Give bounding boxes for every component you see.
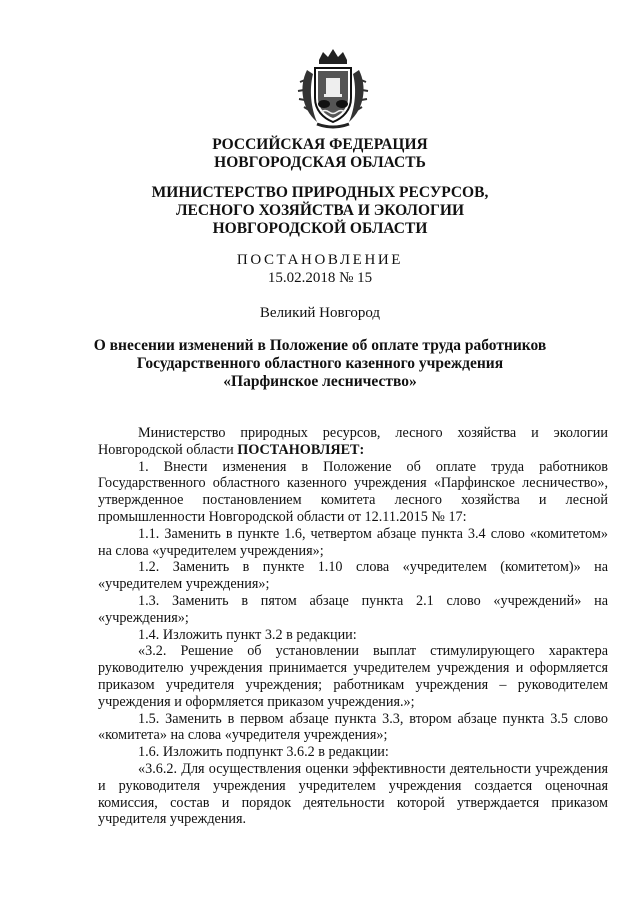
intro-paragraph [98, 425, 608, 459]
paragraph-1-2: 1.2. Заменить в пункте 1.10 слова «учредителем (комитетом)» на «учредителем учреждения»; [98, 559, 608, 593]
paragraph-3-6-2: «3.6.2. Для осуществления оценки эффективности деятельности учреждения и руководителя учреждения учредителем учреждения создается оценочная комиссия, состав и порядок деятельности которой утверждается приказом учредителя учреждения. [98, 760, 608, 828]
paragraph-1-1: 1.1. Заменить в пункте 1.6, четвертом абзаце пункта 3.4 слово «комитетом» на слова «учредителем учреждения»; [98, 525, 608, 559]
paragraph-1: 1. Внести изменения в Положение об оплате труда работников Государственного областного казенного учреждения «Парфинское лесничество», утвержденное постановлением комитета лесного хозяйства и лесной промышленности Новгородской области от 12.11.2015 № 17: [98, 458, 608, 525]
intro-resolves: ПОСТАНОВЛЯЕТ: [237, 441, 365, 458]
title-line-1: О внесении изменений в Положение об оплате труда работников [93, 337, 547, 354]
title-line-3: «Парфинское лесничество» [223, 373, 417, 390]
paragraph-1-6: 1.6. Изложить подпункт 3.6.2 в редакции: [138, 744, 389, 761]
document-date-number: 15.02.2018 № 15 [267, 270, 373, 286]
header-federation: РОССИЙСКАЯ ФЕДЕРАЦИЯ [212, 136, 428, 153]
paragraph-1-5: 1.5. Заменить в первом абзаце пункта 3.3, втором абзаце пункта 3.5 слово «комитета» на слова «учредителя учреждения»; [98, 710, 608, 744]
paragraph-1-3: 1.3. Заменить в пятом абзаце пункта 2.1 слово «учреждений» на «учреждения»; [98, 592, 608, 626]
ministry-line-2: ЛЕСНОГО ХОЗЯЙСТВА И ЭКОЛОГИИ [175, 202, 465, 219]
document-type: ПОСТАНОВЛЕНИЕ [236, 252, 404, 268]
ministry-line-3: НОВГОРОДСКОЙ ОБЛАСТИ [212, 220, 428, 237]
title-line-2: Государственного областного казенного учреждения [136, 355, 504, 372]
intro-text: Министерство природных ресурсов, лесного хозяйства и экологии Новгородской области [98, 425, 608, 458]
header-region: НОВГОРОДСКАЯ ОБЛАСТЬ [214, 154, 426, 171]
coat-of-arms-emblem [297, 46, 369, 130]
ministry-line-1: МИНИСТЕРСТВО ПРИРОДНЫХ РЕСУРСОВ, [151, 184, 489, 201]
paragraph-3-2: «3.2. Решение об установлении выплат стимулирующего характера руководителю учреждения принимается учредителем учреждения и оформляется приказом учредителя учреждения; работникам учреждения – руководителем учреждения и оформляется приказом учреждения.»; [98, 643, 608, 710]
document-body [98, 425, 608, 828]
document-city: Великий Новгород [259, 305, 381, 321]
paragraph-1-4: 1.4. Изложить пункт 3.2 в редакции: [138, 626, 357, 643]
